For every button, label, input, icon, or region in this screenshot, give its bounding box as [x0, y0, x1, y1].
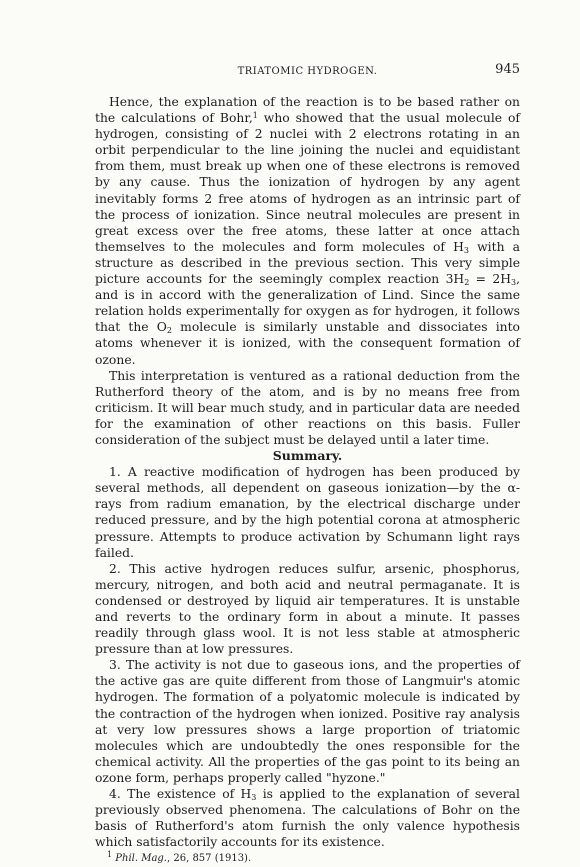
summary-item-4: 4. The existence of $H_3$ is applied to the explanation of several previously observed phenomena. The calculations of Bohr on the basis of Rutherford's atom furnish the only valence hypothesis which satisfactorily accounts for its existence. [95, 787, 520, 850]
summary-item-1: 1. A reactive modification of hydrogen has been produced by several methods, all dependent on gaseous ionization—by the α-rays from radium emanation, by the electrical discharge under reduced pressure, and by the high potential corona at atmospheric pressure. Attempts to produce activation by Schumann light rays failed. [95, 465, 520, 560]
running-title: TRIATOMIC HYDROGEN. [237, 66, 378, 77]
paragraph-interpretation: This interpretation is ventured as a rational deduction from the Rutherford theory of the atom, and is by no means free from criticism. It will bear much study, and in particular data are needed for the examination of other reactions on this basis. Fuller consideration of the subject must be delayed until a later time. [95, 368, 520, 447]
footnote-ref[interactable]: 1 [252, 111, 258, 121]
footnote-marker: 1 [107, 850, 113, 860]
footnote-journal: Phil. Mag. [115, 853, 167, 865]
footnote [95, 852, 520, 866]
summary-item-3: 3. The activity is not due to gaseous ions, and the properties of the active gas are quite different from those of Langmuir's atomic hydrogen. The formation of a polyatomic molecule is indicated by the contraction of the hydrogen when ionized. Positive ray analysis at very low pressures shows a large proportion of triatomic molecules which are undoubtedly the ones responsible for the chemical activity. All the properties of the gas point to its being an ozone form, perhaps properly called "hyzone." [95, 658, 520, 785]
summary-item-2: 2. This active hydrogen reduces sulfur, arsenic, phosphorus, mercury, nitrogen, and both acid and neutral permaganate. It is condensed or destroyed by liquid air temperatures. It is unstable and reverts to the ordinary form in about a minute. It passes readily through glass wool. It is not less stable at atmospheric pressure than at low pressures. [95, 561, 520, 657]
page-number: 945 [495, 62, 520, 77]
running-head [95, 62, 520, 80]
footnote-citation: , 26, 857 (1913). [167, 853, 252, 865]
paragraph-bohr-explanation: Hence, the explanation of the reaction is to be based rather on the calculations of Bohr,$^1$ who showed that the usual molecule of hydrogen, consisting of 2 nuclei with 2 electrons rotating in an orbit perpendicular to the line joining the nuclei and equidistant from them, must break up when one of these electrons is removed by any cause. Thus the ionization of hydrogen by any agent inevitably forms 2 free atoms of hydrogen as an intrinsic part of the process of ionization. Since neutral molecules are present in great excess over the free atoms, these latter at once attach themselves to the molecules and form molecules of $H_3$ with a structure as described in the previous section. This very simple picture accounts for the seemingly complex reaction $3H_2 = 2H_3$, and is in accord with the generalization of Lind. Since the same relation holds experimentally for oxygen as for hydrogen, it follows that the $O_2$ molecule is similarly unstable and dissociates into atoms whenever it is ionized, with the consequent formation of ozone. [95, 95, 520, 367]
summary-heading: Summary. [272, 448, 343, 464]
article-body [95, 94, 520, 866]
